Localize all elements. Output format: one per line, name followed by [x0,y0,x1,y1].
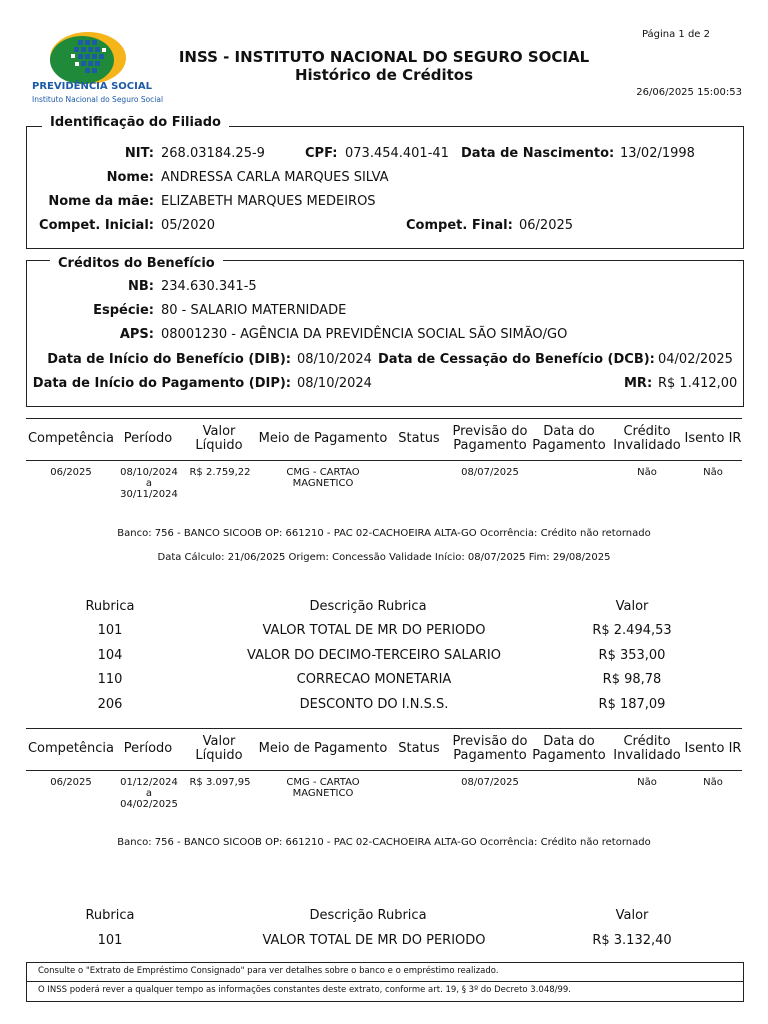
rubrica-desc: CORRECAO MONETARIA [296,672,452,687]
col-meio: Meio de Pagamento [258,741,388,756]
row-previsao: 08/07/2025 [461,467,519,478]
row-competencia: 06/2025 [50,467,92,478]
row-isento: Não [703,467,723,478]
rubrica-code: 104 [97,648,123,663]
row-meio-l1: CMG - CARTAO [286,777,360,788]
table-top-rule [26,418,742,419]
col-competencia: Competência [27,431,114,446]
print-datetime: 26/06/2025 15:00:53 [636,87,742,98]
aps-value: 08001230 - AGÊNCIA DA PREVIDÊNCIA SOCIAL SÃO SIMÃO/GO [161,327,568,342]
col-credito-l1: Crédito [623,424,671,439]
col-data-l2: Pagamento [532,438,606,453]
col-credito-l1: Crédito [623,734,671,749]
page-subtitle: Histórico de Créditos [294,66,474,84]
valor-header: Valor [615,908,649,923]
bank-info-line: Banco: 756 - BANCO SICOOB OP: 661210 - PAC 02-CACHOEIRA ALTA-GO Ocorrência: Crédito não retornado [117,837,651,848]
col-periodo: Período [123,431,173,446]
col-periodo: Período [123,741,173,756]
row-competencia: 06/2025 [50,777,92,788]
name-value: ANDRESSA CARLA MARQUES SILVA [161,170,389,185]
col-previsao-l1: Previsão do [452,734,528,749]
row-meio-l2: MAGNETICO [292,788,354,799]
mr-label: MR: [624,376,653,391]
nb-label: NB: [128,279,154,294]
rubrica-desc: VALOR TOTAL DE MR DO PERIODO [262,933,486,948]
row-valor: R$ 2.759,22 [189,467,251,478]
row-periodo-ini: 08/10/2024 [120,467,178,478]
rubrica-code: 101 [97,623,123,638]
table-header-rule [26,460,742,461]
col-valor-l2: Líquido [195,438,243,453]
col-status: Status [398,431,440,446]
rubrica-value: R$ 3.132,40 [592,933,672,948]
beneficio-legend: Créditos do Benefício [50,256,223,271]
logo-name: PREVIDÊNCIA SOCIAL [32,81,152,92]
compet-final-value: 06/2025 [519,218,574,233]
nit-value: 268.03184.25-9 [161,146,265,161]
name-label: Nome: [106,170,154,185]
rubrica-desc: VALOR DO DECIMO-TERCEIRO SALARIO [247,648,501,663]
footer-divider [26,981,744,982]
row-valor: R$ 3.097,95 [189,777,251,788]
rubrica-desc: DESCONTO DO I.N.S.S. [299,697,449,712]
compet-initial-label: Compet. Inicial: [39,218,154,233]
col-previsao-l2: Pagamento [453,438,527,453]
rubrica-header: Rubrica [85,599,135,614]
rubrica-value: R$ 98,78 [602,672,662,687]
col-credito-l2: Invalidado [613,438,681,453]
logo-subtitle: Instituto Nacional do Seguro Social [32,95,164,104]
rubrica-desc: VALOR TOTAL DE MR DO PERIODO [262,623,486,638]
dip-value: 08/10/2024 [297,376,372,391]
row-periodo-ini: 01/12/2024 [120,777,178,788]
dib-value: 08/10/2024 [297,352,372,367]
col-previsao-l1: Previsão do [452,424,528,439]
birthdate-value: 13/02/1998 [620,146,695,161]
nb-value: 234.630.341-5 [161,279,257,294]
col-previsao-l2: Pagamento [453,748,527,763]
mother-name-label: Nome da mãe: [48,194,154,209]
row-invalidado: Não [637,777,657,788]
row-meio-l1: CMG - CARTAO [286,467,360,478]
col-data-l1: Data do [543,734,595,749]
page-number: Página 1 de 2 [641,29,710,40]
col-valor-l2: Líquido [195,748,243,763]
calc-info-line: Data Cálculo: 21/06/2025 Origem: Concessão Validade Início: 08/07/2025 Fim: 29/08/2025 [157,552,611,563]
rubrica-header: Rubrica [85,908,135,923]
row-meio-l2: MAGNETICO [292,478,354,489]
col-isento: Isento IR [684,431,742,446]
row-isento: Não [703,777,723,788]
page-title: INSS - INSTITUTO NACIONAL DO SEGURO SOCIAL [178,48,590,66]
col-data-l2: Pagamento [532,748,606,763]
row-previsao: 08/07/2025 [461,777,519,788]
table-header-rule [26,770,742,771]
especie-value: 80 - SALARIO MATERNIDADE [161,303,347,318]
row-periodo-fim: 04/02/2025 [120,799,178,810]
footer-note-1: Consulte o "Extrato de Empréstimo Consignado" para ver detalhes sobre o banco e o empréstimo realizado. [38,966,499,976]
rubrica-value: R$ 353,00 [598,648,666,663]
descricao-header: Descrição Rubrica [309,599,427,614]
aps-label: APS: [119,327,154,342]
row-periodo-a: a [145,788,153,799]
descricao-header: Descrição Rubrica [309,908,427,923]
valor-header: Valor [615,599,649,614]
bank-info-line: Banco: 756 - BANCO SICOOB OP: 661210 - PAC 02-CACHOEIRA ALTA-GO Ocorrência: Crédito não retornado [117,528,651,539]
dip-label: Data de Início do Pagamento (DIP): [32,376,291,391]
compet-final-label: Compet. Final: [406,218,513,233]
rubrica-code: 206 [97,697,123,712]
mother-name-value: ELIZABETH MARQUES MEDEIROS [161,194,376,209]
filiado-legend: Identificação do Filiado [42,115,229,130]
previdencia-logo-icon [48,28,132,86]
mr-value: R$ 1.412,00 [658,376,738,391]
birthdate-label: Data de Nascimento: [461,146,615,161]
table-top-rule [26,728,742,729]
col-meio: Meio de Pagamento [258,431,388,446]
col-data-l1: Data do [543,424,595,439]
col-status: Status [398,741,440,756]
rubrica-code: 101 [97,933,123,948]
dcb-value: 04/02/2025 [658,352,733,367]
col-competencia: Competência [27,741,114,756]
col-isento: Isento IR [684,741,742,756]
nit-label: NIT: [124,146,154,161]
dcb-label: Data de Cessação do Benefício (DCB): [378,352,655,367]
col-valor-l1: Valor [202,734,236,749]
footer-note-2: O INSS poderá rever a qualquer tempo as informações constantes deste extrato, conforme art. 19, § 3º do Decreto 3.048/99. [38,985,572,995]
rubrica-value: R$ 2.494,53 [592,623,672,638]
compet-initial-value: 05/2020 [161,218,216,233]
cpf-value: 073.454.401-41 [345,146,449,161]
cpf-label: CPF: [305,146,338,161]
col-credito-l2: Invalidado [613,748,681,763]
row-periodo-fim: 30/11/2024 [120,489,178,500]
rubrica-code: 110 [97,672,123,687]
dib-label: Data de Início do Benefício (DIB): [47,352,291,367]
row-periodo-a: a [145,478,153,489]
rubrica-value: R$ 187,09 [598,697,666,712]
col-valor-l1: Valor [202,424,236,439]
row-invalidado: Não [637,467,657,478]
especie-label: Espécie: [93,303,154,318]
